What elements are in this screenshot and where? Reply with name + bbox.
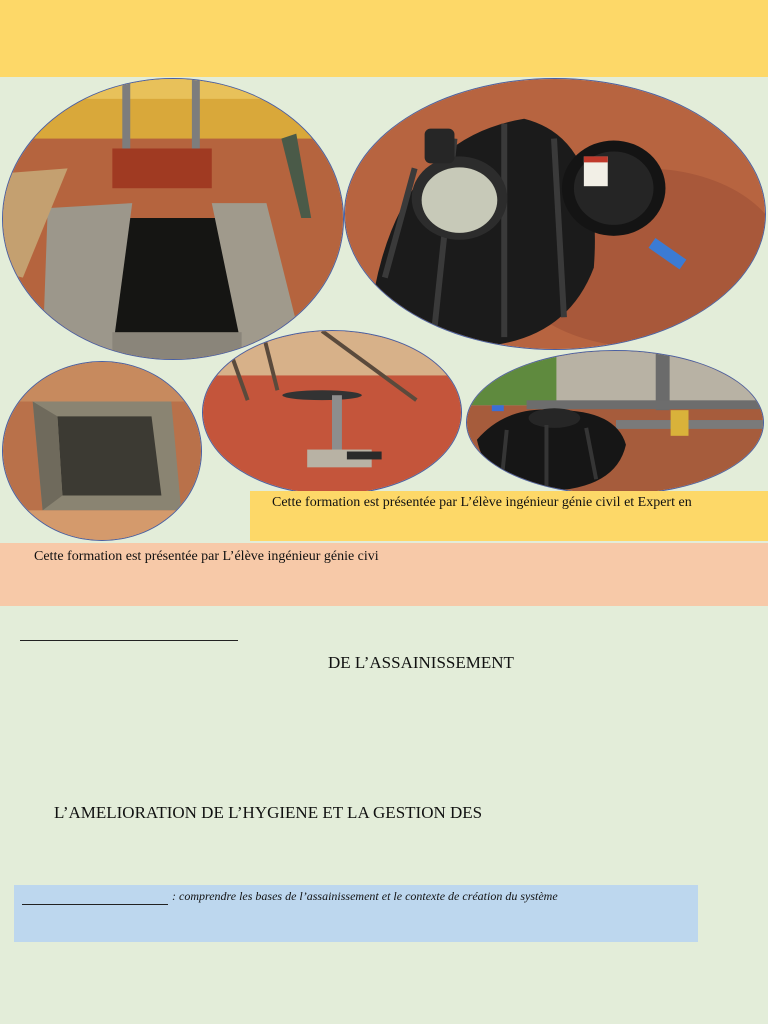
presenter-banner-peach: [0, 543, 768, 606]
objective-blank-line: [22, 904, 168, 905]
divider-line: [20, 640, 238, 641]
objective-box: [14, 885, 698, 942]
septic-tank-photo: [344, 78, 766, 350]
concrete-box-photo: [2, 361, 202, 541]
presenter-text-peach: Cette formation est présentée par L’élève ingénieur génie civi: [34, 549, 379, 564]
top-banner: [0, 0, 768, 77]
presenter-text-yellow: Cette formation est présentée par L’élève ingénieur génie civil et Expert en: [272, 495, 692, 510]
installed-tank-photo: [466, 350, 764, 495]
presenter-banner-yellow: [250, 491, 768, 541]
heading-hygiene: L’AMELIORATION DE L’HYGIENE ET LA GESTION DES: [54, 803, 483, 822]
septic-pit-photo: [2, 78, 344, 360]
objective-text: : comprendre les bases de l’assainissement et le contexte de création du système: [172, 889, 558, 903]
pipe-installation-photo: [202, 330, 462, 495]
heading-assainissement: DE L’ASSAINISSEMENT: [328, 653, 514, 672]
